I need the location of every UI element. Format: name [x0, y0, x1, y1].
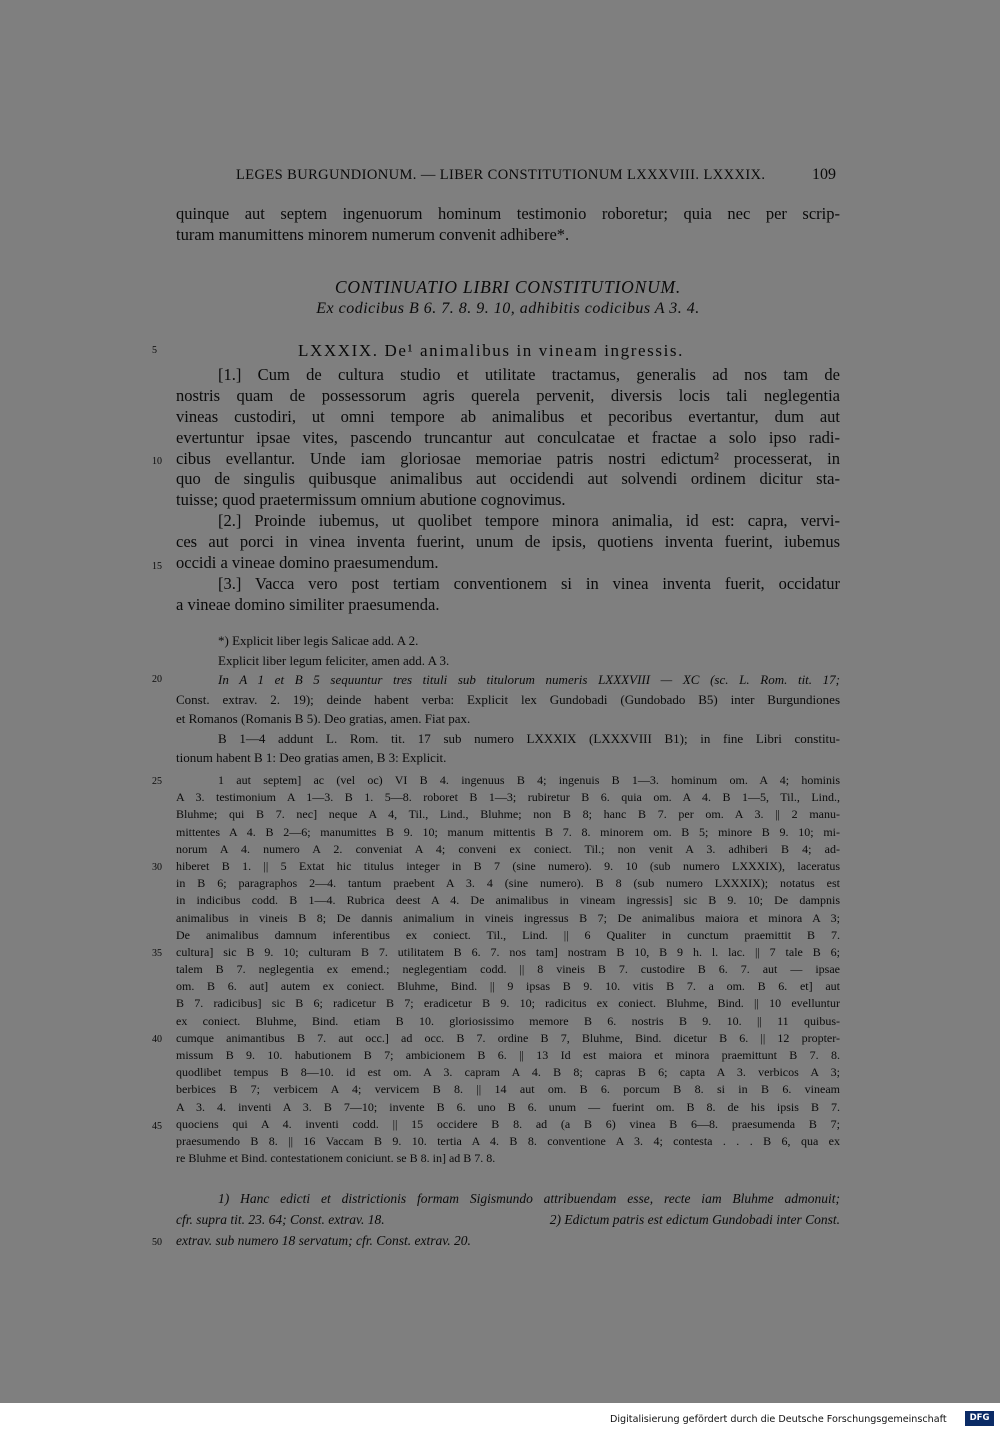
dfg-logo: DFG: [965, 1411, 994, 1426]
apparatus-line: missum B 9. 10. habutionem B 7; ambicionem B 6. || 13 Id est maiora et minora praemittunt B 7. 8.: [176, 1048, 840, 1062]
apparatus-line: mittentes A 4. B 2—6; manumittes B 9. 10; manum mittentis B 7. 8. minorem om. B 5; minore B 9. 10; mi-: [176, 824, 840, 839]
body-line: vineas custodiri, ut omni tempore ab animalibus et pecoribus evertantur, dum aut: [176, 406, 840, 426]
body-line: tuisse; quod praetermissum omnium abutione cognovimus.: [176, 490, 566, 510]
line-number: 25: [152, 776, 162, 787]
apparatus-line: in indicibus codd. B 1—4. Rubrica deest A 4. De animalibus in vineam ingressis] sic B 9. 10; De dampnis: [176, 893, 840, 908]
note-text: cfr. supra tit. 23. 64; Const. extrav. 18.: [176, 1212, 385, 1227]
body-line: cibus evellantur. Unde iam gloriosae memoriae patris nostri edictum² processerat, in: [176, 448, 840, 468]
apparatus-line: 1 aut septem] ac (vel oc) VI B 4. ingenuus B 4; ingenuis B 1—3. hominum om. A 4; hominis: [218, 773, 840, 787]
body-line: [3.] Vacca vero post tertiam conventionem si in vinea inventa fuerit, occidatur: [218, 573, 840, 593]
numbered-notes: [176, 1188, 840, 1251]
apparatus-line: cumque animantibus B 7. aut occ.] ad occ. B 7. ordine B 7, Bluhme, Bind. dicetur B 6. || 12 propter-: [176, 1030, 840, 1045]
line-number: 30: [152, 862, 162, 873]
apparatus-line: De animalibus damnum inferentibus ex coniect. Til., Lind. || 6 Qualiter in cunctum praemittit B 7.: [176, 927, 840, 942]
section-title: LXXXIX. De¹ animalibus in vineam ingressis.: [298, 341, 684, 360]
line-number: 50: [152, 1237, 162, 1248]
line-number: 45: [152, 1121, 162, 1132]
digitization-credit: Digitalisierung gefördert durch die Deutsche Forschungsgemeinschaft: [610, 1414, 947, 1425]
apparatus-line: talem B 7. neglegentia ex emend.; neglegentiam codd. || 8 vineis B 7. custodire B 6. 7. aut — ipsae: [176, 962, 840, 977]
apparatus-line: A 3. testimonium A 1—3. B 1. 5—8. roboret B 1—3; rubiretur B 6. quia om. A 4. B 1—5, Til., Lind.,: [176, 790, 840, 805]
footnote-line: B 1—4 addunt L. Rom. tit. 17 sub numero LXXXIX (LXXXVIII B1); in fine Libri constitu-: [218, 730, 840, 746]
line-number: 5: [152, 345, 157, 356]
apparatus-line: re Bluhme et Bind. contestationem coniciunt. se B 8. in] ad B 7. 8.: [176, 1151, 496, 1166]
line-number: 40: [152, 1034, 162, 1045]
footnote-line: Explicit liber legum feliciter, amen add. A 3.: [218, 652, 450, 668]
critical-apparatus: [176, 772, 840, 1167]
apparatus-line: cultura] sic B 9. 10; culturam B 7. utilitatem B 6. 7. nos tam] nostram B 10, B 9 h. l. lac. || 7 tale B 6;: [176, 944, 840, 959]
intro-line: turam manumittens minorem numerum convenit adhibere*.: [176, 225, 570, 244]
apparatus-line: Bluhme; qui B 7. nec] neque A 4, Til., Lind., Bluhme; non B 8; hanc B 7. per om. A 3. || 2 manu-: [176, 807, 840, 822]
apparatus-line: in B 6; paragraphos 2—4. tantum praebent A 3. 4 (sine numero). B 8 (sub numero LXXXIX); notatus est: [176, 876, 840, 891]
apparatus-line: berbices B 7; verbicem A 4; vervicem B 8. || 14 aut om. B 6. porcum B 8. si in B 6. vineam: [176, 1082, 840, 1097]
running-title: LEGES BURGUNDIONUM. — LIBER CONSTITUTIONUM LXXXVIII. LXXXIX.: [236, 167, 766, 183]
continuatio-title: CONTINUATIO LIBRI CONSTITUTIONUM.: [334, 277, 682, 297]
footnote-line: *) Explicit liber legis Salicae add. A 2.: [218, 633, 419, 648]
apparatus-line: A 3. 4. inventi A 3. B 7—10; invente B 6. uno B 6. unum — fuerint om. B 8. de his ipsis B 7.: [176, 1099, 840, 1114]
body-line: occidi a vineae domino praesumendum.: [176, 553, 439, 573]
page-number: 109: [812, 166, 836, 183]
intro-line: quinque aut septem ingenuorum hominum testimonio roboretur; quia nec per scrip-: [176, 204, 840, 223]
line-number: 35: [152, 948, 162, 959]
intro-paragraph: [176, 203, 840, 245]
body-line: a vineae domino similiter praesumenda.: [176, 594, 440, 614]
apparatus-line: norum A 4. numero A 2. conveniat A 4; conveni ex coniect. Til.; non venit A 3. adhiberi B 4; ad-: [176, 841, 840, 856]
footnote-line: Const. extrav. 2. 19); deinde habent verba: Explicit lex Gundobadi (Gundobado B5) inter Burgundiones: [176, 691, 840, 707]
body-text: [176, 365, 840, 616]
body-line: nostris quam de possessorum agris querela pervenit, diversis locis tali neglegentia: [176, 385, 840, 405]
apparatus-line: quodlibet tempus B 8—10. id est om. A 3. capram A 4. B 8; capras B 6; capta A 3. verbicos A 3;: [176, 1065, 840, 1080]
apparatus-line: praesumendo B 8. || 16 Vaccam B 9. 10. tertia A 4. B 8. conventione A 3. 4; contesta . . . B 6, qua ex: [176, 1133, 840, 1148]
apparatus-line: hiberet B 1. || 5 Extat hic titulus integer in B 7 (sine numero). 9. 10 (sub numero LXXXIX), laceratus: [176, 858, 840, 873]
body-line: ces aut porci in vinea inventa fuerint, unum de ipsis, quotiens inventa fuerint, iubemus: [176, 532, 840, 552]
apparatus-line: om. B 6. aut] autem ex coniect. Bluhme, Bind. || 9 ipsas B 9. 10. vitis B 7. a om. B 6. et] aut: [176, 979, 840, 994]
note-text: 2) Edictum patris est edictum Gundobadi inter Const.: [549, 1212, 840, 1227]
body-line: quo de singulis quibusque animalibus aut occidendi aut solvendi ordinem dicitur sta-: [176, 469, 840, 489]
apparatus-line: ex coniect. Bluhme, Bind. etiam B 10. gloriosissimo memore B 6. nostris B 9. 10. || 11 quibus-: [176, 1013, 840, 1028]
line-number: 15: [152, 561, 162, 572]
line-number: 20: [152, 674, 162, 685]
apparatus-line: quociens qui A 4. inventi codd. || 15 occidere B 8. ad (a B 6) vinea B 6—8. praesumenda B 7;: [176, 1116, 840, 1131]
apparatus-line: B 7. radicibus] sic B 6; radicetur B 7; eradicetur B 9. 10; radicitus ex coniect. Bluhme, Bind. || 10 evelluntur: [176, 996, 840, 1011]
footnote-line: In A 1 et B 5 sequuntur tres tituli sub titulorum numeris LXXXVIII — XC (sc. L. Rom. tit. 17;: [218, 672, 840, 687]
footnote-line: tionum habent B 1: Deo gratias amen, B 3: Explicit.: [176, 750, 447, 765]
body-line: evertuntur ipsae vites, pascendo truncantur aut conculcatae et fractae a solo ipso radi-: [176, 427, 840, 447]
asterisk-footnote: [176, 631, 840, 768]
line-number: 10: [152, 456, 162, 467]
body-line: [1.] Cum de cultura studio et utilitate tractamus, generalis ad nos tam de: [218, 365, 840, 384]
apparatus-line: animalibus in vineis B 8; De dannis animalium in vineis ingressus B 7; De animalibus maiora et minora A 3;: [176, 910, 840, 925]
footnote-line: et Romanos (Romanis B 5). Deo gratias, amen. Fiat pax.: [176, 711, 471, 726]
body-line: [2.] Proinde iubemus, ut quolibet tempore minora animalia, id est: capra, vervi-: [218, 511, 840, 531]
note-line: extrav. sub numero 18 servatum; cfr. Const. extrav. 20.: [176, 1233, 471, 1248]
note-line: [176, 1209, 840, 1230]
continuatio-subtitle: Ex codicibus B 6. 7. 8. 9. 10, adhibitis codicibus A 3. 4.: [316, 300, 700, 317]
note-line: 1) Hanc edicti et districtionis formam Sigismundo attribuendam esse, recte iam Bluhme admonuit;: [218, 1191, 840, 1206]
